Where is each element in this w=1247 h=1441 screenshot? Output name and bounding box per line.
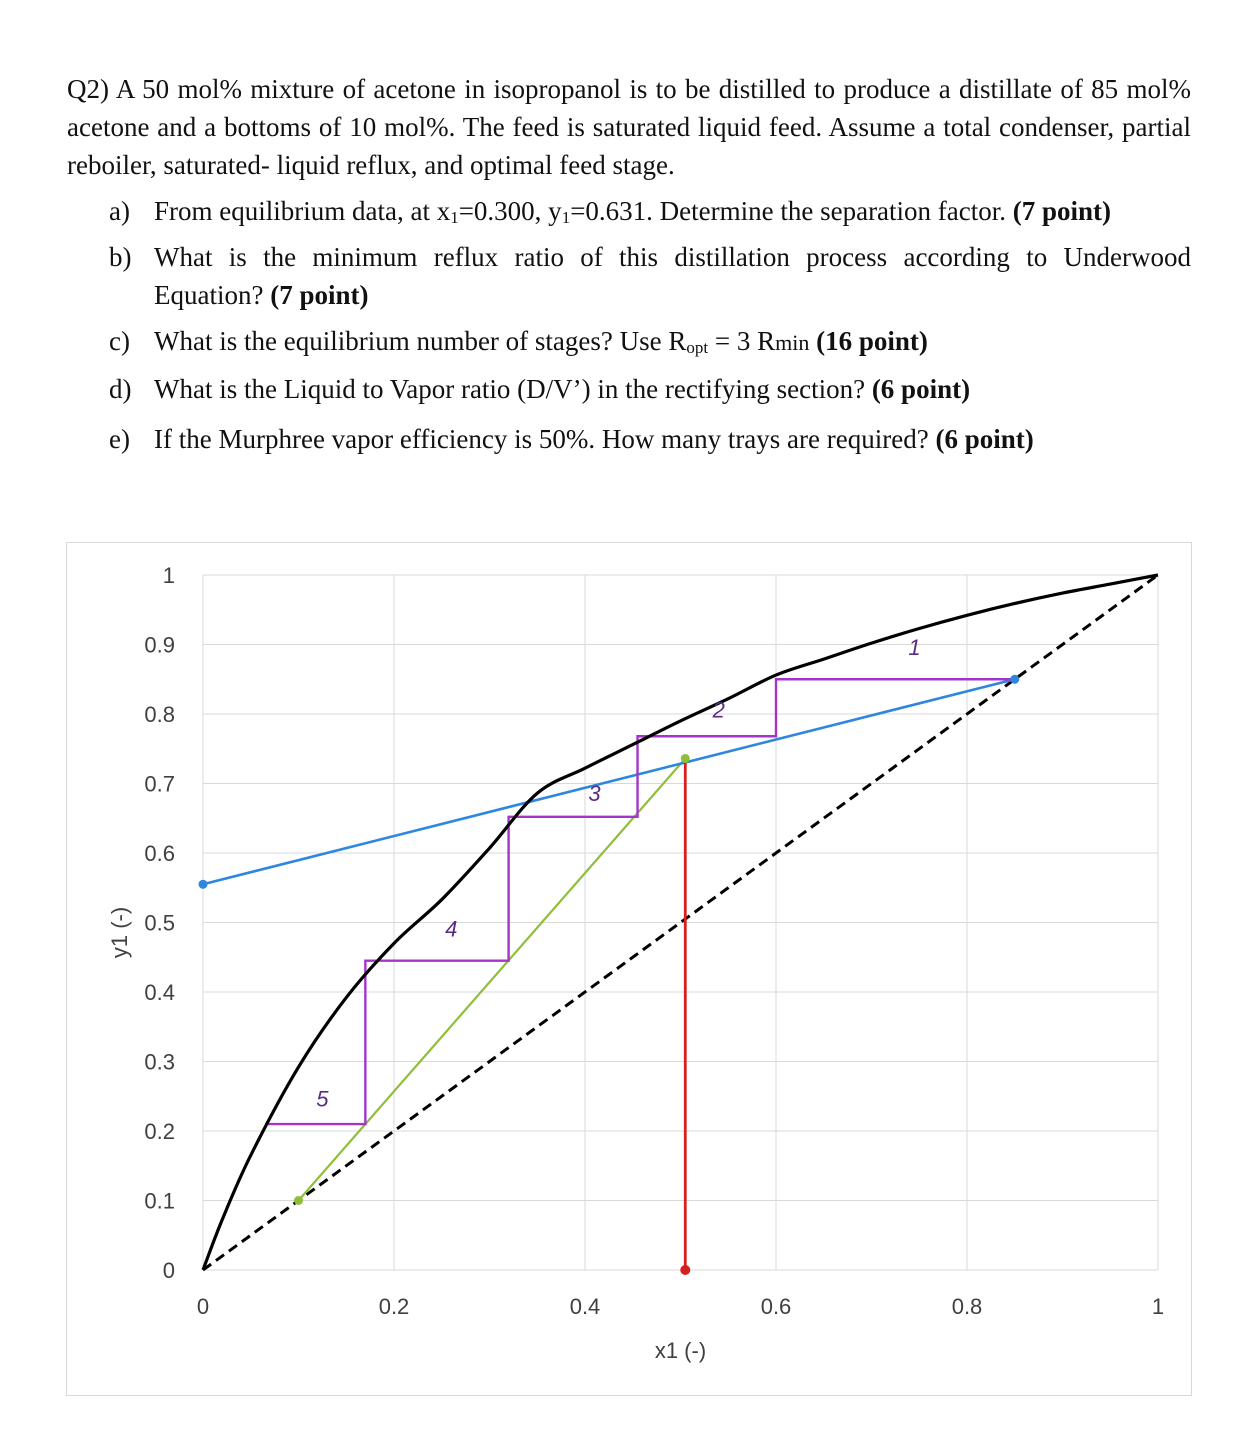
- stage-number-1: 1: [908, 634, 921, 660]
- part-b: [67, 238, 1191, 314]
- part-c-sub-min: min: [775, 330, 810, 355]
- y-tick-label: 0.2: [144, 1119, 175, 1144]
- part-a: [67, 192, 1191, 230]
- y-tick-label: 1: [162, 563, 175, 588]
- part-e: [67, 420, 1191, 458]
- stage-number-3: 3: [588, 780, 601, 806]
- stripping-line: [299, 758, 686, 1200]
- part-a-label: a): [109, 196, 130, 226]
- part-d: [67, 370, 1191, 408]
- mccabe-thiele-chart: [66, 542, 1192, 1396]
- feed-intersection-point: [681, 754, 690, 763]
- question-block: [67, 70, 1191, 458]
- feed-point: [680, 1265, 690, 1275]
- part-a-tail: =0.631. Determine the separation factor.: [570, 196, 1007, 226]
- part-c: [67, 322, 1191, 362]
- x-tick-label: 0.4: [569, 1294, 601, 1319]
- x-axis-label: x1 (-): [654, 1338, 707, 1363]
- x-tick-label: 0.2: [378, 1294, 410, 1319]
- stage-number-5: 5: [316, 1086, 329, 1112]
- part-c-sub-opt: opt: [686, 338, 709, 357]
- y-tick-label: 0.5: [144, 910, 175, 936]
- part-c-label: c): [109, 326, 130, 356]
- part-b-text: What is the minimum reflux ratio of this distillation process according to Underwood Equation?: [154, 242, 1191, 310]
- rectifying-line: [203, 679, 1015, 884]
- part-c-points: (16 point): [816, 326, 928, 356]
- y-axis-label: y1 (-): [107, 906, 132, 959]
- stage-number-2: 2: [712, 697, 725, 723]
- y-tick-label: 0.3: [144, 1049, 175, 1075]
- part-e-points: (6 point): [935, 424, 1034, 454]
- rect-intercept-point: [199, 880, 208, 889]
- part-d-text: What is the Liquid to Vapor ratio (D/V’) in the rectifying section?: [154, 374, 866, 404]
- x-tick-label: 1: [1151, 1294, 1165, 1319]
- part-d-points: (6 point): [871, 374, 971, 404]
- y-tick-label: 0.4: [144, 980, 175, 1005]
- part-c-text: What is the equilibrium number of stages? Use R: [154, 326, 687, 356]
- part-e-text: If the Murphree vapor efficiency is 50%. How many trays are required?: [154, 424, 929, 454]
- y-tick-label: 0.1: [144, 1188, 175, 1214]
- question-intro: Q2) A 50 mol% mixture of acetone in isopropanol is to be distilled to produce a distillate of 85 mol% acetone and a bottoms of 10 mol%. The feed is saturated liquid feed. Assume a total condenser, partial reboiler, saturated- liquid reflux, and optimal feed stage.: [67, 74, 1191, 180]
- part-b-label: b): [109, 242, 132, 272]
- part-d-label: d): [109, 374, 132, 404]
- y-tick-label: 0.8: [144, 702, 175, 727]
- y-tick-label: 0.6: [144, 841, 175, 866]
- x-tick-label: 0.6: [760, 1294, 792, 1319]
- part-a-sub-y: 1: [561, 208, 571, 227]
- bottoms-point: [294, 1196, 303, 1205]
- y-tick-label: 0.9: [144, 632, 175, 658]
- steps-line: [265, 679, 1015, 1124]
- stage-number-4: 4: [445, 916, 458, 942]
- distillate-point: [1010, 675, 1019, 684]
- part-c-mid: = 3 R: [708, 326, 776, 356]
- y-tick-label: 0.7: [144, 771, 175, 797]
- x-tick-label: 0: [196, 1294, 210, 1319]
- y-tick-label: 0: [162, 1258, 175, 1283]
- part-a-points: (7 point): [1012, 196, 1112, 226]
- part-b-points: (7 point): [270, 280, 369, 310]
- part-e-label: e): [109, 424, 130, 454]
- part-a-mid: =0.300, y: [458, 196, 562, 226]
- chart-svg: [67, 543, 1191, 1395]
- x-tick-label: 0.8: [951, 1294, 983, 1319]
- part-a-text: From equilibrium data, at x: [154, 196, 451, 226]
- part-a-sub-x: 1: [450, 208, 459, 227]
